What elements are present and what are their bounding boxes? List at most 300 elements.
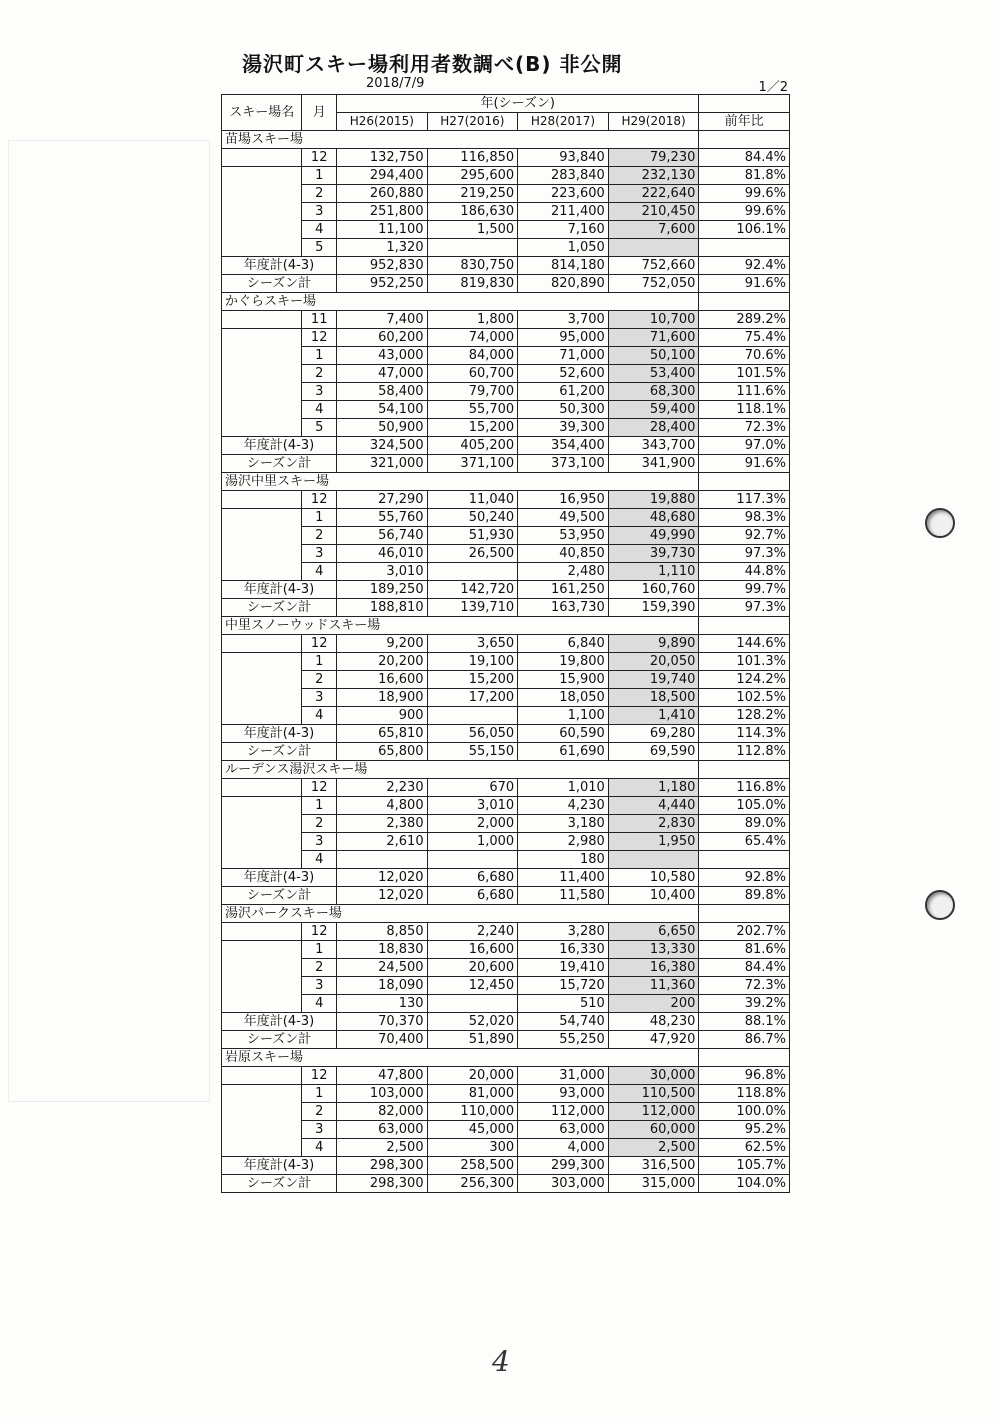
value-cell: 93,840 — [518, 149, 609, 167]
value-cell: 13,330 — [608, 941, 699, 959]
resort-name-row — [222, 761, 790, 779]
month-cell: 12 — [302, 923, 337, 941]
total-value-cell: 258,500 — [427, 1157, 518, 1175]
value-cell: 11,360 — [608, 977, 699, 995]
total-value-cell: 341,900 — [608, 455, 699, 473]
value-cell: 2,000 — [427, 815, 518, 833]
total-value-cell: 952,250 — [337, 275, 428, 293]
total-value-cell: 11,400 — [518, 869, 609, 887]
month-cell: 3 — [302, 203, 337, 221]
month-cell: 4 — [302, 563, 337, 581]
total-value-cell: 298,300 — [337, 1157, 428, 1175]
total-value-cell: 299,300 — [518, 1157, 609, 1175]
yoy-header-top — [699, 95, 790, 113]
value-cell: 260,880 — [337, 185, 428, 203]
yoy-cell: 118.8% — [699, 1085, 790, 1103]
month-row — [222, 185, 790, 203]
month-row — [222, 419, 790, 437]
total-value-cell: 69,280 — [608, 725, 699, 743]
value-cell: 59,400 — [608, 401, 699, 419]
value-cell: 19,880 — [608, 491, 699, 509]
value-cell: 2,980 — [518, 833, 609, 851]
season-total-row — [222, 455, 790, 473]
month-row — [222, 149, 790, 167]
month-row — [222, 347, 790, 365]
value-cell: 18,830 — [337, 941, 428, 959]
total-yoy-cell: 92.8% — [699, 869, 790, 887]
total-value-cell: 139,710 — [427, 599, 518, 617]
month-cell: 2 — [302, 185, 337, 203]
total-label: 年度計(4-3) — [222, 257, 337, 275]
value-cell: 2,480 — [518, 563, 609, 581]
total-label: シーズン計 — [222, 599, 337, 617]
resort-blank-cell — [222, 311, 302, 329]
yoy-cell: 128.2% — [699, 707, 790, 725]
month-row — [222, 167, 790, 185]
yoy-cell: 202.7% — [699, 923, 790, 941]
value-cell: 19,740 — [608, 671, 699, 689]
month-cell: 12 — [302, 329, 337, 347]
value-cell: 15,900 — [518, 671, 609, 689]
value-cell: 71,000 — [518, 347, 609, 365]
total-value-cell: 54,740 — [518, 1013, 609, 1031]
value-cell: 79,700 — [427, 383, 518, 401]
resort-name: かぐらスキー場 — [222, 293, 699, 311]
empty-cell — [699, 293, 790, 311]
value-cell: 116,850 — [427, 149, 518, 167]
value-cell — [427, 707, 518, 725]
yoy-cell: 92.7% — [699, 527, 790, 545]
resort-blank-cell — [222, 779, 302, 797]
total-label: 年度計(4-3) — [222, 725, 337, 743]
month-cell: 1 — [302, 1085, 337, 1103]
month-cell: 3 — [302, 545, 337, 563]
value-cell: 30,000 — [608, 1067, 699, 1085]
total-value-cell: 161,250 — [518, 581, 609, 599]
month-cell: 1 — [302, 653, 337, 671]
total-label: シーズン計 — [222, 1031, 337, 1049]
month-row — [222, 995, 790, 1013]
month-row — [222, 923, 790, 941]
yoy-cell: 81.8% — [699, 167, 790, 185]
resort-blank-cell — [222, 653, 302, 725]
resort-blank-cell — [222, 1085, 302, 1157]
empty-cell — [699, 473, 790, 491]
month-cell: 2 — [302, 815, 337, 833]
month-cell: 4 — [302, 221, 337, 239]
total-value-cell: 6,680 — [427, 869, 518, 887]
month-cell: 12 — [302, 149, 337, 167]
value-cell: 180 — [518, 851, 609, 869]
value-cell: 510 — [518, 995, 609, 1013]
yoy-cell: 99.6% — [699, 185, 790, 203]
resort-name: ルーデンス湯沢スキー場 — [222, 761, 699, 779]
month-row — [222, 815, 790, 833]
value-cell: 4,440 — [608, 797, 699, 815]
month-row — [222, 977, 790, 995]
value-cell: 2,240 — [427, 923, 518, 941]
total-value-cell: 343,700 — [608, 437, 699, 455]
value-cell: 15,200 — [427, 419, 518, 437]
value-cell: 1,010 — [518, 779, 609, 797]
yoy-cell: 111.6% — [699, 383, 790, 401]
value-cell — [427, 851, 518, 869]
yoy-cell: 96.8% — [699, 1067, 790, 1085]
total-yoy-cell: 97.0% — [699, 437, 790, 455]
month-cell: 5 — [302, 419, 337, 437]
yoy-cell: 84.4% — [699, 149, 790, 167]
month-cell: 2 — [302, 671, 337, 689]
value-cell: 15,200 — [427, 671, 518, 689]
value-cell: 11,040 — [427, 491, 518, 509]
total-value-cell: 952,830 — [337, 257, 428, 275]
value-cell: 112,000 — [608, 1103, 699, 1121]
value-cell: 18,500 — [608, 689, 699, 707]
fiscal-total-row — [222, 1157, 790, 1175]
value-cell: 50,240 — [427, 509, 518, 527]
value-cell: 19,100 — [427, 653, 518, 671]
season-total-row — [222, 599, 790, 617]
month-cell: 12 — [302, 491, 337, 509]
yoy-cell: 97.3% — [699, 545, 790, 563]
resort-name-row — [222, 473, 790, 491]
value-cell: 52,600 — [518, 365, 609, 383]
total-value-cell: 189,250 — [337, 581, 428, 599]
value-cell: 39,300 — [518, 419, 609, 437]
month-row — [222, 851, 790, 869]
month-row — [222, 1067, 790, 1085]
month-row — [222, 653, 790, 671]
value-cell: 20,050 — [608, 653, 699, 671]
binder-hole — [925, 508, 955, 538]
season-group-header: 年(シーズン) — [337, 95, 699, 113]
yoy-cell: 39.2% — [699, 995, 790, 1013]
handwritten-page-mark: 4 — [492, 1345, 510, 1378]
year-header: H27(2016) — [427, 113, 518, 131]
yoy-cell: 102.5% — [699, 689, 790, 707]
month-row — [222, 689, 790, 707]
value-cell: 18,050 — [518, 689, 609, 707]
month-row — [222, 491, 790, 509]
value-cell: 63,000 — [518, 1121, 609, 1139]
season-total-row — [222, 887, 790, 905]
total-value-cell: 830,750 — [427, 257, 518, 275]
value-cell: 81,000 — [427, 1085, 518, 1103]
total-value-cell: 315,000 — [608, 1175, 699, 1193]
yoy-cell: 118.1% — [699, 401, 790, 419]
value-cell: 294,400 — [337, 167, 428, 185]
value-cell: 1,100 — [518, 707, 609, 725]
value-cell: 1,410 — [608, 707, 699, 725]
yoy-cell: 75.4% — [699, 329, 790, 347]
value-cell: 3,010 — [427, 797, 518, 815]
month-row — [222, 365, 790, 383]
value-cell: 18,900 — [337, 689, 428, 707]
yoy-cell: 117.3% — [699, 491, 790, 509]
month-cell: 1 — [302, 347, 337, 365]
month-cell: 3 — [302, 1121, 337, 1139]
value-cell: 9,200 — [337, 635, 428, 653]
season-total-row — [222, 275, 790, 293]
value-cell: 670 — [427, 779, 518, 797]
value-cell: 15,720 — [518, 977, 609, 995]
value-cell: 55,760 — [337, 509, 428, 527]
yoy-cell: 72.3% — [699, 419, 790, 437]
fiscal-total-row — [222, 581, 790, 599]
value-cell: 58,400 — [337, 383, 428, 401]
total-value-cell: 321,000 — [337, 455, 428, 473]
yoy-cell: 89.0% — [699, 815, 790, 833]
month-cell: 4 — [302, 401, 337, 419]
total-value-cell: 303,000 — [518, 1175, 609, 1193]
resort-name: 中里スノーウッドスキー場 — [222, 617, 699, 635]
value-cell: 223,600 — [518, 185, 609, 203]
fiscal-total-row — [222, 869, 790, 887]
value-cell: 1,800 — [427, 311, 518, 329]
value-cell: 93,000 — [518, 1085, 609, 1103]
month-cell: 2 — [302, 959, 337, 977]
value-cell: 95,000 — [518, 329, 609, 347]
resort-blank-cell — [222, 491, 302, 509]
value-cell: 39,730 — [608, 545, 699, 563]
resort-column-header: スキー場名 — [222, 95, 302, 131]
month-column-header: 月 — [302, 95, 337, 131]
bleed-through-shadow — [8, 140, 210, 1102]
total-value-cell: 10,580 — [608, 869, 699, 887]
month-row — [222, 545, 790, 563]
month-row — [222, 833, 790, 851]
month-cell: 1 — [302, 167, 337, 185]
value-cell: 61,200 — [518, 383, 609, 401]
total-label: シーズン計 — [222, 455, 337, 473]
month-cell: 4 — [302, 1139, 337, 1157]
total-label: 年度計(4-3) — [222, 437, 337, 455]
value-cell: 16,330 — [518, 941, 609, 959]
value-cell: 49,500 — [518, 509, 609, 527]
yoy-cell — [699, 239, 790, 257]
total-value-cell: 52,020 — [427, 1013, 518, 1031]
total-label: シーズン計 — [222, 1175, 337, 1193]
value-cell: 103,000 — [337, 1085, 428, 1103]
empty-cell — [699, 761, 790, 779]
fiscal-total-row — [222, 1013, 790, 1031]
total-yoy-cell: 112.8% — [699, 743, 790, 761]
value-cell: 19,800 — [518, 653, 609, 671]
empty-cell — [699, 617, 790, 635]
value-cell: 28,400 — [608, 419, 699, 437]
month-row — [222, 563, 790, 581]
value-cell: 251,800 — [337, 203, 428, 221]
total-value-cell: 55,150 — [427, 743, 518, 761]
value-cell — [608, 851, 699, 869]
value-cell: 49,990 — [608, 527, 699, 545]
month-cell: 1 — [302, 797, 337, 815]
total-value-cell: 60,590 — [518, 725, 609, 743]
value-cell: 19,410 — [518, 959, 609, 977]
value-cell: 20,200 — [337, 653, 428, 671]
value-cell: 79,230 — [608, 149, 699, 167]
value-cell: 1,950 — [608, 833, 699, 851]
value-cell: 27,290 — [337, 491, 428, 509]
total-value-cell: 298,300 — [337, 1175, 428, 1193]
month-row — [222, 329, 790, 347]
value-cell: 2,500 — [608, 1139, 699, 1157]
total-value-cell: 10,400 — [608, 887, 699, 905]
year-header: H28(2017) — [518, 113, 609, 131]
total-label: 年度計(4-3) — [222, 1157, 337, 1175]
value-cell: 53,400 — [608, 365, 699, 383]
value-cell: 20,000 — [427, 1067, 518, 1085]
page-title: 湯沢町スキー場利用者数調べ(B) 非公開 — [242, 52, 623, 76]
value-cell: 6,650 — [608, 923, 699, 941]
total-value-cell: 48,230 — [608, 1013, 699, 1031]
value-cell: 2,610 — [337, 833, 428, 851]
total-value-cell: 316,500 — [608, 1157, 699, 1175]
season-total-row — [222, 743, 790, 761]
total-yoy-cell: 91.6% — [699, 275, 790, 293]
month-row — [222, 1103, 790, 1121]
resort-blank-cell — [222, 509, 302, 581]
value-cell: 200 — [608, 995, 699, 1013]
month-row — [222, 779, 790, 797]
value-cell: 60,200 — [337, 329, 428, 347]
yoy-cell: 72.3% — [699, 977, 790, 995]
total-value-cell: 354,400 — [518, 437, 609, 455]
month-cell: 3 — [302, 833, 337, 851]
resort-blank-cell — [222, 923, 302, 941]
yoy-cell: 81.6% — [699, 941, 790, 959]
value-cell: 7,400 — [337, 311, 428, 329]
month-cell: 2 — [302, 527, 337, 545]
value-cell — [427, 563, 518, 581]
resort-name: 岩原スキー場 — [222, 1049, 699, 1067]
resort-blank-cell — [222, 1067, 302, 1085]
total-value-cell: 752,050 — [608, 275, 699, 293]
total-label: シーズン計 — [222, 887, 337, 905]
total-label: シーズン計 — [222, 743, 337, 761]
value-cell: 112,000 — [518, 1103, 609, 1121]
resort-blank-cell — [222, 941, 302, 1013]
month-row — [222, 527, 790, 545]
total-value-cell: 819,830 — [427, 275, 518, 293]
total-value-cell: 188,810 — [337, 599, 428, 617]
value-cell: 84,000 — [427, 347, 518, 365]
yoy-cell: 144.6% — [699, 635, 790, 653]
resort-name-row — [222, 131, 790, 149]
value-cell: 45,000 — [427, 1121, 518, 1139]
resort-blank-cell — [222, 149, 302, 167]
value-cell: 300 — [427, 1139, 518, 1157]
value-cell: 24,500 — [337, 959, 428, 977]
total-label: 年度計(4-3) — [222, 581, 337, 599]
month-row — [222, 797, 790, 815]
value-cell: 110,500 — [608, 1085, 699, 1103]
value-cell — [427, 239, 518, 257]
resort-name-row — [222, 617, 790, 635]
resort-name-row — [222, 905, 790, 923]
yoy-cell: 84.4% — [699, 959, 790, 977]
total-value-cell: 65,810 — [337, 725, 428, 743]
empty-cell — [699, 131, 790, 149]
total-value-cell: 65,800 — [337, 743, 428, 761]
total-value-cell: 70,400 — [337, 1031, 428, 1049]
yoy-cell: 101.5% — [699, 365, 790, 383]
resort-name: 苗場スキー場 — [222, 131, 699, 149]
resort-name: 湯沢パークスキー場 — [222, 905, 699, 923]
total-yoy-cell: 105.7% — [699, 1157, 790, 1175]
year-header: H29(2018) — [608, 113, 699, 131]
month-row — [222, 383, 790, 401]
total-yoy-cell: 114.3% — [699, 725, 790, 743]
value-cell: 18,090 — [337, 977, 428, 995]
value-cell: 31,000 — [518, 1067, 609, 1085]
value-cell — [427, 995, 518, 1013]
value-cell: 232,130 — [608, 167, 699, 185]
yoy-cell: 65.4% — [699, 833, 790, 851]
month-cell: 5 — [302, 239, 337, 257]
season-total-row — [222, 1175, 790, 1193]
value-cell: 50,900 — [337, 419, 428, 437]
fiscal-total-row — [222, 725, 790, 743]
yoy-cell: 62.5% — [699, 1139, 790, 1157]
page-number: 1／2 — [758, 80, 788, 95]
month-cell: 4 — [302, 995, 337, 1013]
value-cell: 9,890 — [608, 635, 699, 653]
month-cell: 3 — [302, 977, 337, 995]
total-label: シーズン計 — [222, 275, 337, 293]
value-cell: 50,300 — [518, 401, 609, 419]
value-cell: 82,000 — [337, 1103, 428, 1121]
total-value-cell: 69,590 — [608, 743, 699, 761]
value-cell: 51,930 — [427, 527, 518, 545]
total-yoy-cell: 86.7% — [699, 1031, 790, 1049]
total-value-cell: 324,500 — [337, 437, 428, 455]
value-cell: 63,000 — [337, 1121, 428, 1139]
value-cell: 47,800 — [337, 1067, 428, 1085]
value-cell: 11,100 — [337, 221, 428, 239]
total-value-cell: 12,020 — [337, 869, 428, 887]
yoy-cell: 44.8% — [699, 563, 790, 581]
total-value-cell: 405,200 — [427, 437, 518, 455]
month-cell: 4 — [302, 851, 337, 869]
value-cell: 4,000 — [518, 1139, 609, 1157]
value-cell: 16,600 — [427, 941, 518, 959]
total-value-cell: 371,100 — [427, 455, 518, 473]
month-row — [222, 509, 790, 527]
binder-hole — [925, 890, 955, 920]
total-value-cell: 160,760 — [608, 581, 699, 599]
resort-name-row — [222, 1049, 790, 1067]
yoy-cell: 100.0% — [699, 1103, 790, 1121]
empty-cell — [699, 905, 790, 923]
total-yoy-cell: 99.7% — [699, 581, 790, 599]
month-row — [222, 671, 790, 689]
total-value-cell: 142,720 — [427, 581, 518, 599]
yoy-cell: 99.6% — [699, 203, 790, 221]
value-cell: 54,100 — [337, 401, 428, 419]
value-cell: 10,700 — [608, 311, 699, 329]
yoy-cell: 289.2% — [699, 311, 790, 329]
value-cell: 2,830 — [608, 815, 699, 833]
total-value-cell: 51,890 — [427, 1031, 518, 1049]
value-cell: 3,700 — [518, 311, 609, 329]
total-value-cell: 47,920 — [608, 1031, 699, 1049]
total-value-cell: 70,370 — [337, 1013, 428, 1031]
total-value-cell: 12,020 — [337, 887, 428, 905]
value-cell: 74,000 — [427, 329, 518, 347]
resort-blank-cell — [222, 329, 302, 437]
value-cell: 26,500 — [427, 545, 518, 563]
